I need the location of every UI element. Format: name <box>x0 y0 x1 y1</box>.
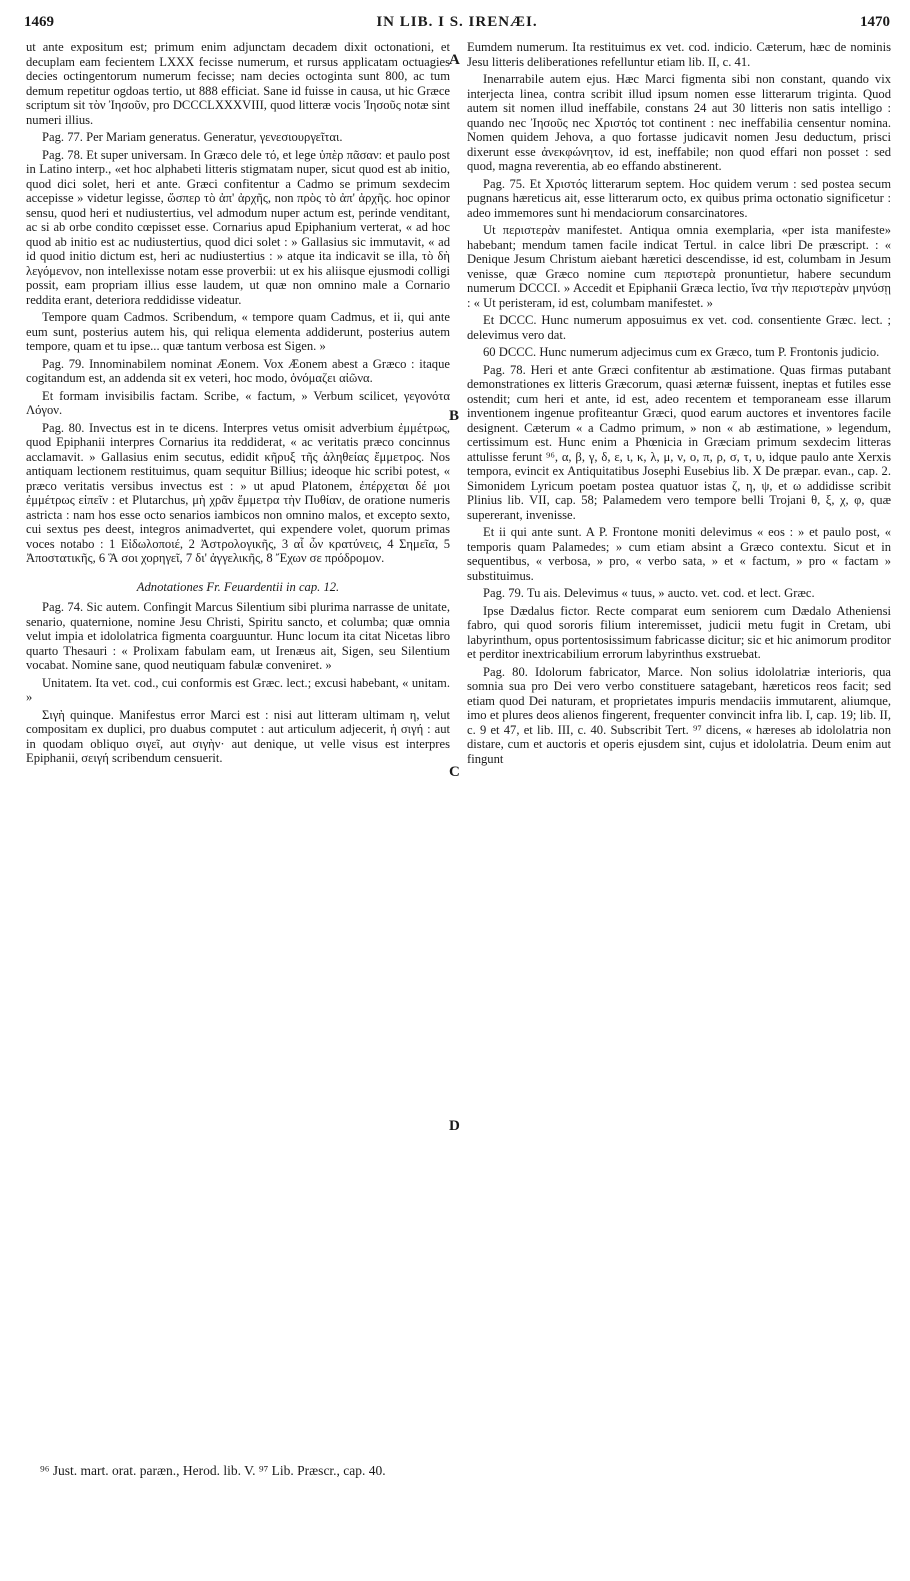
paragraph: Unitatem. Ita vet. cod., cui conformis est Græc. lect.; excusi habebant, « unitam. » <box>26 675 450 704</box>
page-number-right: 1470 <box>860 14 890 30</box>
left-column <box>26 40 450 769</box>
paragraph: Inenarrabile autem ejus. Hæc Marci figmenta sibi non constant, quando vix interjecta linea, contra scribit illud ipsum nomen esse litterarum triginta. Quod autem sit nomen illud ineffabile, constans 24 aut 30 litteris non satis intelligo : quando nec Ἰησοῦς nec Χριστός tot continent : nec ineffabilia censentur nomina. Nomen quidem Jehova, a quo fortasse judicavit nomen Jesu deductum, prisci dixerunt esse ἀνεκφώνητον, id est, ineffabile; non quod effari non posset : sed quod, magna reverentia, ab eo effando abstinerent. <box>467 72 891 173</box>
section-title: Adnotationes Fr. Feuardentii in cap. 12. <box>136 579 340 594</box>
paragraph: Et formam invisibilis factam. Scribe, « factum, » Verbum scilicet, γεγονότα Λόγον. <box>26 388 450 417</box>
footnote: ⁹⁶ Just. mart. orat. paræn., Herod. lib. V. ⁹⁷ Lib. Præscr., cap. 40. <box>40 1463 386 1478</box>
page-header <box>24 14 890 38</box>
paragraph: Pag. 80. Idolorum fabricator, Marce. Non solius idololatriæ interioris, qua somnia sua pro Dei vero verbo constituere satagebant, hæreticos reos facit; sed etiam quod Dei naturam, et proprietates impuris mendaciis immutarent, aliumque, imo et plures deos alienos fingerent, frequenter convincit infra lib. I, cap. 19; lib. II, c. 9 et 47, et lib. III, c. 40. Subscribit Tert. ⁹⁷ dicens, « hæreses ab idololatria non distare, cum et auctoris et operis ejusdem sint, cujus et idololatria. Deum enim aut fingunt <box>467 664 891 766</box>
paragraph: Σιγὴ quinque. Manifestus error Marci est : nisi aut litteram ultimam η, velut compositam ex duplici, pro duabus computet : aut articulum adjecerit, ἡ σιγή : aut in quodam obliquo σιγεῖ, aut σιγὴν· aut denique, ut velle visus est interpres Epiphanii, σειγή scribendum censuerit. <box>26 707 450 765</box>
paragraph: Pag. 78. Et super universam. In Græco dele τό, et lege ὑπὲρ πᾶσαν: et paulo post in Latino interp., «et hoc alphabeti litteris stigmatam nuper, sicut quod est ab initio, quod dici solet, heri et ante. Græci confitentur a Cadmo se primum sexdecim accepisse » videtur legisse, ὥσπερ τὸ ἀπ' ἀρχῆς, non πρὸς τὸ ἀπ' ἀρχῆς. hoc opinor sensu, quod heri et nudiustertius, vel admodum nuper actum est, perinde venditant, ac si ab orbe condito cœpisset esse. Cornarius apud Epiphanium verterat, « ad hoc quod ab initio est ac nudiustertius, quod dici solet : » Gallasius sic immutavit, « ad id quod initio dictum est, heri ac nudiustertius : » atque ita indicavit se illa, τὸ δὴ λεγόμενον, non intellexisse notam esse proverbii: ut ex his aliisque ejusmodi colligi possit, eam propriam illius esse laudem, ut quæ non omnino male a Cornario reddita erant, deteriora reddidisse videatur. <box>26 147 450 307</box>
paragraph: Pag. 80. Invectus est in te dicens. Interpres vetus omisit adverbium ἐμμέτρως, quod Epiphanii interpres Cornarius ita reddiderat, « ac veritatis præco concinnus acclamavit. » Gallasius enim secutus, edidit κῆρυξ τῆς ἀληθείας ἔμμετρος. Nos antiquam lectionem restituimus, quam sequitur Billius; ideoque hic scribi potest, « præco veritatis versibus invectus est : » ut apud Platonem, ἐπέρχεται δέ μοι ἐμμέτρως εἰπεῖν : et Plutarchus, μὴ χρᾶν ἔμμετρα τὴν Πυθίαν, de oratione numeris astricta : nam hos esse octo senarios iambicos non omnino malos, et excepto sexto, cui sextus pes deest, integros animadvertet, qui expendere volet, quorum primas voces notabo : 1 Εἰδωλοποιέ, 2 Ἀστρολογικῆς, 3 αἷ ὧν κρατύνεις, 4 Σημεῖα, 5 Ἀποστατικῆς, 6 Ἃ σοι χορηγεῖ, 7 δι' ἀγγελικῆς, 8 Ἔχων σε πρόδρομον. <box>26 420 450 565</box>
page-number-left: 1469 <box>24 14 54 30</box>
margin-letter-a: A <box>449 52 460 68</box>
paragraph: Pag. 77. Per Mariam generatus. Generatur, γενεσιουργεῖται. <box>42 130 343 144</box>
paragraph: Et DCCC. Hunc numerum apposuimus ex vet. cod. consentiente Græc. lect. ; delevimus vero dat. <box>467 313 891 342</box>
paragraph: Et ii qui ante sunt. A P. Frontone moniti delevimus « eos : » et paulo post, « temporis quam Palamedes; » cum etiam absint a Græco contextu. Sicut et in sequentibus, « verbosa, » pro, « verbo sata, » et « factum, » pro « factam » substituimus. <box>467 525 891 583</box>
right-column <box>467 40 891 769</box>
paragraph: Pag. 74. Sic autem. Confingit Marcus Silentium sibi plurima narrasse de unitate, senario, quaternione, nomine Jesu Christi, Spiritu sancto, et columba; quæ omnia velut impia et idololatrica figmenta coarguuntur. Hunc locum ita citat Nicetas libro quarto Thesauri : « Prolixam fabulam eam, ut Irenæus ait, Sigen, seu Silentium vocabat. Nomine sane, quod neutiquam fabulæ conveniret. » <box>26 600 450 672</box>
margin-letter-b: B <box>449 408 460 424</box>
paragraph: Eumdem numerum. Ita restituimus ex vet. cod. indicio. Cæterum, hæc de nominis Jesu litteris deliberationes refelluntur etiam lib. II, c. 41. <box>467 40 891 69</box>
paragraph: Pag. 78. Heri et ante Græci confitentur ab æstimatione. Quas firmas putabant demonstrationes ex litteris Græcorum, quasi æternæ fuissent, ineptas et futiles esse ostendit; cum heri et ante, id est, adeo recentem et temporaneam esse illarum inventionem ingenue profiteantur Græci, quod earum auctores et inventores facile designent. Cæterum « a Cadmo primum, » non « ab æstimatione, » legendum, certissimum est. Hunc enim a Phœnicia in Græciam primum sexdecim litteras attulisse ferunt ⁹⁶, α, β, γ, δ, ε, ι, κ, λ, μ, ν, ο, π, ρ, σ, τ, υ, idque paulo ante Xerxis tempora, evincit ex Antiquitatibus Josephi Eusebius lib. X De præpar. evan., cap. 2. Simonidem Lyricum poetam postea quatuor istas ζ, η, ψ, et ω addidisse scribit Plinius lib. VII, cap. 58; Palamedem vero tempore belli Trojani θ, ξ, χ, φ, quæ supererant, invenisse. <box>467 362 891 522</box>
paragraph: Ut περιστερὰν manifestet. Antiqua omnia exemplaria, «per ista manifeste» habebant; mendum tamen facile indicat Tertul. in calce libri De præscript. : « Denique Jesum Christum aiebant hæretici descendisse, id est, columbam in Jesum venisse, quæ Græco nomine cum περιστερὰ pronuntietur, habere secundum numerum DCCCI. » Accedit et Epiphanii Græca lectio, ἵνα τὴν περιστερὰν μηνύσῃ : « Ut peristeram, id est, columbam manifestet. » <box>467 223 891 310</box>
paragraph: Tempore quam Cadmos. Scribendum, « tempore quam Cadmus, et ii, qui ante eum sunt, posterius autem his, qui reliqua elementa addiderunt, posterius autem tempore, quam et tu ipse... quæ tantum verbosa est Sigen. » <box>26 310 450 353</box>
running-title: IN LIB. I S. IRENÆI. <box>376 14 538 30</box>
paragraph: Pag. 79. Tu ais. Delevimus « tuus, » aucto. vet. cod. et lect. Græc. <box>483 586 815 600</box>
paragraph: Pag. 75. Et Χριστός litterarum septem. Hoc quidem verum : sed postea secum pugnans hæreticus ait, esse litterarum octo, ex quibus prima octonatio significetur : adeo immemores sunt hi mendaciorum consarcinatores. <box>467 176 891 220</box>
paragraph: ut ante expositum est; primum enim adjunctam decadem dixit octonationi, et decuplam eam fecientem LXXX fecisse numerum, et rursus applicatam octuagies decies octingentorum numerum fecisse; nam decies octoginta sunt 800, ac tum demum repetitur ogdoas tertio, ut 888 efficiat. Sane id fuisse in causa, ut hic Græce scriptum sit τὸν Ἰησοῦν, pro DCCCLXXXVIII, quod litteræ vocis Ἰησοῦς notæ sint numeri illius. <box>26 40 450 127</box>
paragraph: 60 DCCC. Hunc numerum adjecimus cum ex Græco, tum P. Frontonis judicio. <box>483 345 880 359</box>
paragraph: Pag. 79. Innominabilem nominat Æonem. Vox Æonem abest a Græco : itaque cogitandum est, an addenda sit ex veteri, hoc modo, ὀνόμαζει αἰῶνα. <box>26 356 450 385</box>
margin-letter-d: D <box>449 1118 460 1134</box>
margin-letter-c: C <box>449 764 460 780</box>
paragraph: Ipse Dædalus fictor. Recte comparat eum seniorem cum Dædalo Atheniensi fabro, qui quod sororis filium interemisset, judicii metu fugit in Cretam, ubi labyrinthum, opus portentosissimum fabricasse dicitur; sic et hic animorum proditor et perditor inextricabilium errorum labyrinthus exstruebat. <box>467 603 891 661</box>
